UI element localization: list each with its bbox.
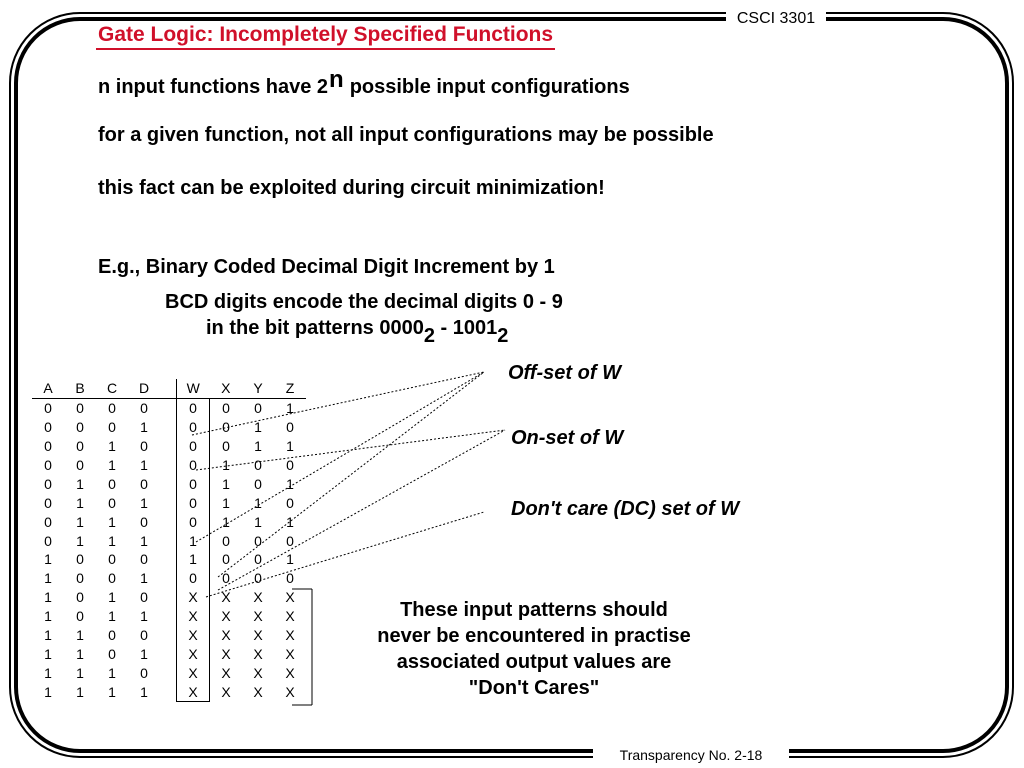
table-cell: 0: [44, 400, 52, 417]
table-cell: 1: [44, 683, 52, 700]
table-cell: 0: [140, 664, 148, 681]
header-c: C: [96, 379, 128, 398]
table-cell: 0: [222, 551, 230, 568]
table-cell: X: [221, 627, 231, 644]
table-cell: 0: [76, 570, 84, 587]
off-set-connector-3: [196, 372, 484, 542]
table-cell: 1: [76, 645, 84, 662]
table-cell: 0: [177, 474, 210, 493]
line-exploited: this fact can be exploited during circuit minimization!: [98, 177, 605, 199]
table-cell: 0: [44, 513, 52, 530]
table-cell: 1: [44, 570, 52, 587]
table-cell: X: [221, 645, 231, 662]
table-cell: 0: [286, 532, 294, 549]
table-cell: 0: [286, 570, 294, 587]
table-cell: X: [253, 683, 263, 700]
table-cell: 1: [76, 532, 84, 549]
table-cell: 0: [140, 589, 148, 606]
table-cell: 1: [108, 438, 116, 455]
table-cell: 0: [76, 608, 84, 625]
table-cell: 1: [177, 550, 210, 569]
table-cell: X: [253, 627, 263, 644]
table-cell: 0: [177, 398, 210, 417]
course-label: CSCI 3301: [726, 9, 826, 29]
table-cell: X: [253, 664, 263, 681]
table-cell: 0: [108, 419, 116, 436]
table-cell: 1: [140, 457, 148, 473]
table-cell: 1: [108, 457, 116, 473]
table-cell: 1: [222, 457, 230, 473]
table-cell: 1: [254, 513, 262, 530]
table-cell: 0: [44, 475, 52, 492]
table-cell: 1: [254, 494, 262, 511]
table-cell: 0: [76, 457, 84, 473]
table-cell: X: [253, 608, 263, 625]
table-cell: 0: [108, 475, 116, 492]
table-cell: 0: [108, 400, 116, 417]
table-cell: 0: [140, 400, 148, 417]
line-input-configs: n input functions have 2$^n$ possible input configurations: [98, 66, 630, 98]
table-cell: 0: [177, 569, 210, 588]
table-cell: X: [177, 588, 210, 607]
table-cell: 1: [76, 494, 84, 511]
table-cell: 0: [76, 551, 84, 568]
table-cell: X: [177, 663, 210, 682]
header-a: A: [32, 379, 64, 398]
table-cell: 0: [44, 457, 52, 473]
table-cell: X: [285, 664, 295, 681]
table-cell: 0: [254, 551, 262, 568]
table-cell: 0: [286, 419, 294, 436]
table-cell: 0: [286, 457, 294, 473]
table-cell: X: [177, 644, 210, 663]
table-cell: X: [221, 664, 231, 681]
table-cell: X: [177, 607, 210, 626]
table-cell: 0: [177, 456, 210, 475]
table-cell: 1: [108, 513, 116, 530]
table-cell: X: [177, 626, 210, 645]
line-bcd-digits: BCD digits encode the decimal digits 0 - 9: [165, 291, 563, 313]
table-cell: 1: [140, 532, 148, 549]
table-cell: 0: [108, 570, 116, 587]
callout-dc-set: Don't care (DC) set of W: [511, 498, 740, 520]
table-cell: 1: [44, 645, 52, 662]
table-cell: 1: [177, 531, 210, 550]
table-cell: 1: [140, 645, 148, 662]
table-cell: 1: [76, 627, 84, 644]
table-cell: 0: [254, 457, 262, 473]
callout-off-set: Off-set of W: [508, 362, 621, 384]
table-cell: 1: [140, 570, 148, 587]
table-cell: 0: [140, 475, 148, 492]
table-cell: 0: [286, 494, 294, 511]
table-cell: 1: [254, 438, 262, 455]
table-cell: 1: [44, 551, 52, 568]
table-cell: 0: [140, 551, 148, 568]
table-cell: X: [253, 589, 263, 606]
table-cell: 0: [222, 400, 230, 417]
table-cell: 0: [222, 419, 230, 436]
table-cell: 0: [108, 627, 116, 644]
table-cell: X: [285, 608, 295, 625]
table-cell: 1: [76, 683, 84, 700]
header-w: W: [177, 379, 210, 398]
table-cell: 1: [286, 400, 294, 417]
table-cell: 0: [140, 627, 148, 644]
table-cell: 1: [76, 513, 84, 530]
off-set-connector-2: [218, 372, 484, 577]
table-cell: 0: [76, 589, 84, 606]
table-cell: 1: [44, 608, 52, 625]
table-cell: X: [285, 627, 295, 644]
table-cell: X: [253, 645, 263, 662]
table-cell: 0: [108, 645, 116, 662]
table-cell: X: [285, 683, 295, 700]
line-example: E.g., Binary Coded Decimal Digit Increment by 1: [98, 256, 555, 278]
transparency-number: Transparency No. 2-18: [593, 745, 789, 765]
table-cell: 0: [76, 419, 84, 436]
table-cell: 0: [44, 438, 52, 455]
table-cell: 1: [44, 664, 52, 681]
table-cell: 1: [286, 513, 294, 530]
line-not-all-possible: for a given function, not all input configurations may be possible: [98, 124, 714, 146]
table-cell: 1: [140, 494, 148, 511]
table-cell: 0: [44, 494, 52, 511]
table-cell: 0: [177, 493, 210, 512]
callout-on-set: On-set of W: [511, 427, 624, 449]
slide-title: Gate Logic: Incompletely Specified Functions: [96, 22, 555, 50]
table-cell: 0: [254, 570, 262, 587]
table-cell: 1: [108, 608, 116, 625]
table-cell: 0: [76, 400, 84, 417]
table-cell: 1: [108, 532, 116, 549]
table-cell: 1: [140, 683, 148, 700]
header-d: D: [128, 379, 160, 398]
table-cell: 0: [254, 532, 262, 549]
table-cell: X: [177, 682, 210, 701]
table-cell: 1: [286, 475, 294, 492]
header-y: Y: [242, 379, 274, 398]
header-x: X: [210, 379, 243, 398]
table-cell: X: [285, 589, 295, 606]
table-cell: 1: [76, 475, 84, 492]
table-cell: 1: [222, 513, 230, 530]
table-cell: 1: [76, 664, 84, 681]
table-cell: 1: [140, 419, 148, 436]
dont-care-note: These input patterns should never be encountered in practise associated output values are "Don't Cares": [377, 599, 691, 699]
table-cell: X: [221, 683, 231, 700]
header-z: Z: [274, 379, 306, 398]
table-cell: 0: [177, 512, 210, 531]
table-cell: 0: [76, 438, 84, 455]
table-cell: 1: [108, 683, 116, 700]
on-set-connector-2: [218, 430, 505, 590]
header-b: B: [64, 379, 96, 398]
table-cell: 1: [108, 589, 116, 606]
table-cell: 0: [44, 532, 52, 549]
table-cell: 0: [108, 494, 116, 511]
table-cell: X: [285, 645, 295, 662]
table-cell: 1: [286, 438, 294, 455]
table-cell: 1: [222, 494, 230, 511]
line-bit-patterns: in the bit patterns $0000_2 - 1001_2$: [206, 317, 509, 347]
table-cell: 0: [177, 437, 210, 456]
on-set-connector-1: [196, 430, 505, 470]
table-cell: 1: [108, 664, 116, 681]
table-cell: 0: [222, 570, 230, 587]
table-cell: 1: [286, 551, 294, 568]
off-set-connector-1: [192, 372, 484, 435]
table-cell: 0: [222, 532, 230, 549]
table-cell: 1: [222, 475, 230, 492]
table-cell: 0: [108, 551, 116, 568]
table-cell: 1: [44, 627, 52, 644]
table-cell: 1: [254, 419, 262, 436]
table-cell: 0: [177, 418, 210, 437]
table-cell: X: [221, 608, 231, 625]
table-cell: 1: [140, 608, 148, 625]
table-cell: 0: [44, 419, 52, 436]
table-cell: 1: [44, 589, 52, 606]
table-cell: 0: [140, 513, 148, 530]
table-cell: 0: [140, 438, 148, 455]
table-cell: 0: [222, 438, 230, 455]
table-cell: X: [221, 589, 231, 606]
table-cell: 0: [254, 400, 262, 417]
table-cell: 0: [254, 475, 262, 492]
